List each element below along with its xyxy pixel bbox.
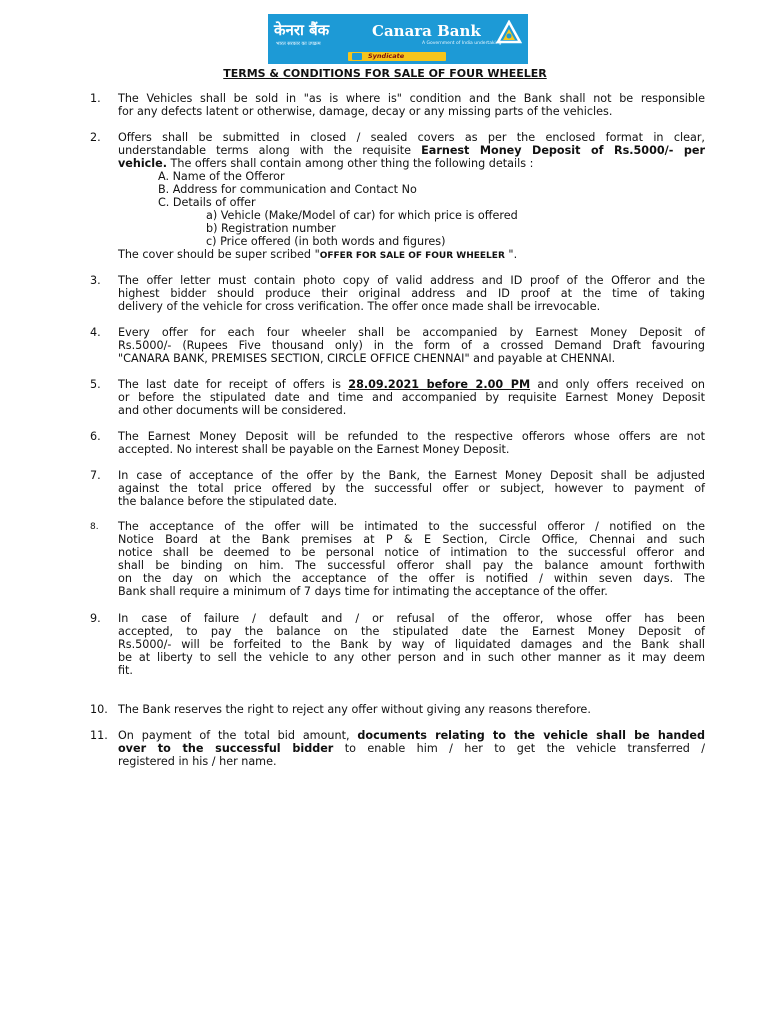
offer-detail-c-b: b) Registration number <box>206 222 336 235</box>
term-7-line: against the total price offered by the successful offer or subject, however to payment of <box>118 482 705 495</box>
term-2-text: The cover should be super scribed " <box>118 248 320 261</box>
term-9-line: In case of failure / default and / or refusal of the offeror, whose offer has been <box>118 612 705 625</box>
term-8-line: shall be binding on him. The successful offeror shall pay the balance amount forthwith <box>118 559 705 572</box>
logo-tagline: Syndicate <box>368 52 405 60</box>
term-9-line: accepted, to pay the balance on the stipulated date the Earnest Money Deposit of <box>118 625 705 638</box>
term-11 <box>118 729 705 768</box>
item-number-3: 3. <box>90 274 101 287</box>
bank-emblem-icon <box>496 20 522 46</box>
term-5-text: The last date for receipt of offers is <box>118 378 349 391</box>
term-6-line: accepted. No interest shall be payable on the Earnest Money Deposit. <box>118 443 510 456</box>
canara-bank-logo <box>268 14 528 64</box>
offer-detail-c-a: a) Vehicle (Make/Model of car) for which price is offered <box>206 209 518 222</box>
term-11-text: to enable him / her to get the vehicle transferred / <box>333 742 706 755</box>
term-4-line: Rs.5000/- (Rupees Five thousand only) in the form of a crossed Demand Draft favouring <box>118 339 705 352</box>
term-7 <box>118 469 705 508</box>
term-8-line: on the day on which the acceptance of the offer is notified / within seven days. The <box>118 572 705 585</box>
item-number-7: 7. <box>90 469 101 482</box>
item-number-9: 9. <box>90 612 101 625</box>
item-number-6: 6. <box>90 430 101 443</box>
term-4 <box>118 326 705 365</box>
cover-superscription: OFFER FOR SALE OF FOUR WHEELER <box>319 251 505 261</box>
item-number-5: 5. <box>90 378 101 391</box>
term-11-line <box>118 742 705 755</box>
term-9 <box>118 612 705 677</box>
term-9-line: be at liberty to sell the vehicle to any other person and in such other manner as it may deem <box>118 651 705 664</box>
term-10-line: The Bank reserves the right to reject any offer without giving any reasons therefore. <box>118 703 591 716</box>
logo-english-subtitle: A Government of India undertaking <box>422 41 502 46</box>
term-8-line: notice shall be deemed to be personal notice of intimation to the successful offeror and <box>118 546 705 559</box>
vehicle-highlight: vehicle. <box>118 157 167 170</box>
item-number-10: 10. <box>90 703 108 716</box>
logo-english-name: Canara Bank <box>372 22 481 40</box>
item-number-8: 8. <box>90 522 99 532</box>
term-3-line: delivery of the vehicle for cross verification. The offer once made shall be irrevocable. <box>118 300 601 313</box>
last-date-highlight: 28.09.2021 before 2.00 PM <box>348 378 531 391</box>
term-5-text: and only offers received on <box>530 378 705 391</box>
item-number-4: 4. <box>90 326 101 339</box>
logo-hindi-name: केनरा बैंक <box>274 21 330 39</box>
term-2-line <box>118 157 705 170</box>
term-6 <box>118 430 705 456</box>
term-7-line: the balance before the stipulated date. <box>118 495 338 508</box>
logo-hindi-subtitle: भारत सरकार का उपक्रम <box>276 41 321 47</box>
term-5 <box>118 378 705 417</box>
term-4-line: "CANARA BANK, PREMISES SECTION, CIRCLE OFFICE CHENNAI" and payable at CHENNAI. <box>118 352 616 365</box>
term-1 <box>118 92 705 118</box>
term-8-line: Notice Board at the Bank premises at P & E Section, Circle Office, Chennai and such <box>118 533 705 546</box>
successful-bidder-highlight: over to the successful bidder <box>118 742 334 755</box>
term-10 <box>118 703 705 716</box>
syndicate-logo-icon <box>352 53 362 60</box>
term-5-line: or before the stipulated date and time and accompanied by requisite Earnest Money Deposit <box>118 391 705 404</box>
term-3-line: highest bidder should produce their original address and ID proof at the time of taking <box>118 287 705 300</box>
term-5-line: and other documents will be considered. <box>118 404 347 417</box>
term-1-line: for any defects latent or otherwise, damage, decay or any missing parts of the vehicles. <box>118 105 613 118</box>
item-number-1: 1. <box>90 92 101 105</box>
term-8 <box>118 520 705 598</box>
offer-detail-c: C. Details of offer <box>158 196 256 209</box>
term-6-line: The Earnest Money Deposit will be refunded to the respective offerors whose offers are not <box>118 430 705 443</box>
offer-detail-b: B. Address for communication and Contact No <box>158 183 417 196</box>
offer-detail-a: A. Name of the Offeror <box>158 170 285 183</box>
term-4-line: Every offer for each four wheeler shall be accompanied by Earnest Money Deposit of <box>118 326 705 339</box>
term-11-text: On payment of the total bid amount, <box>118 729 358 742</box>
offer-detail-c-c: c) Price offered (in both words and figures) <box>206 235 446 248</box>
term-3 <box>118 274 705 313</box>
cover-superscription-line <box>118 248 705 263</box>
term-2-text: ". <box>504 248 518 261</box>
term-2-text: understandable terms along with the requisite <box>118 144 422 157</box>
term-7-line: In case of acceptance of the offer by the Bank, the Earnest Money Deposit shall be adjusted <box>118 469 705 482</box>
term-8-line: The acceptance of the offer will be intimated to the successful offeror / notified on the <box>118 520 705 533</box>
term-8-line: Bank shall require a minimum of 7 days time for intimating the acceptance of the offer. <box>118 585 608 598</box>
document-title: TERMS & CONDITIONS FOR SALE OF FOUR WHEELER <box>223 67 547 80</box>
term-1-line: The Vehicles shall be sold in "as is where is" condition and the Bank shall not be responsible <box>118 92 705 105</box>
documents-highlight: documents relating to the vehicle shall be handed <box>357 729 705 742</box>
item-number-2: 2. <box>90 131 101 144</box>
term-3-line: The offer letter must contain photo copy of valid address and ID proof of the Offeror and the <box>118 274 705 287</box>
item-number-11: 11. <box>90 729 108 742</box>
term-2 <box>118 131 705 263</box>
term-2-line: Offers shall be submitted in closed / sealed covers as per the enclosed format in clear, <box>118 131 705 144</box>
earnest-money-highlight: Earnest Money Deposit of Rs.5000/- per <box>421 144 705 157</box>
term-9-line: Rs.5000/- will be forfeited to the Bank by way of liquidated damages and the Bank shall <box>118 638 705 651</box>
term-2-text: The offers shall contain among other thing the following details : <box>166 157 534 170</box>
term-9-line: fit. <box>118 664 133 677</box>
term-2-line <box>118 144 705 157</box>
term-5-line <box>118 378 705 391</box>
term-11-line <box>118 729 705 742</box>
term-11-line: registered in his / her name. <box>118 755 277 768</box>
